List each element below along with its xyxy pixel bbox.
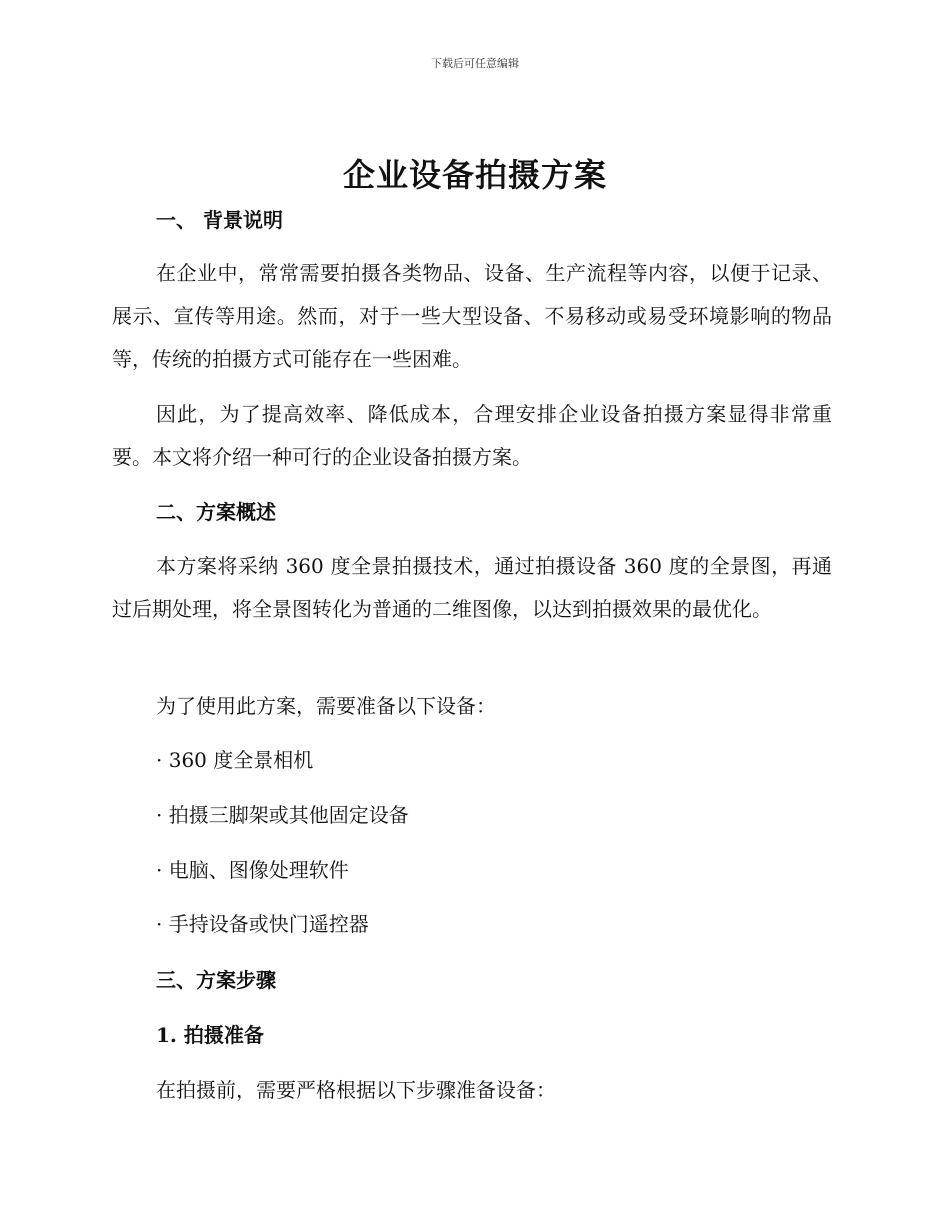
equipment-item-1-block bbox=[112, 746, 832, 774]
equipment-list-item: · 手持设备或快门遥控器 bbox=[156, 912, 369, 936]
header-note: 下载后可任意编辑 bbox=[431, 57, 519, 70]
background-paragraph-2: 因此，为了提高效率、降低成本，合理安排企业设备拍摄方案显得非常重要。本文将介绍一种可行的企业设备拍摄方案。 bbox=[112, 402, 832, 469]
equipment-item-2-block bbox=[112, 801, 832, 829]
background-paragraph-1-block bbox=[112, 252, 832, 381]
section-heading-steps: 三、方案步骤 bbox=[156, 968, 276, 992]
section-background bbox=[112, 206, 832, 234]
subheading-shooting-preparation: 1. 拍摄准备 bbox=[156, 1023, 264, 1047]
document-title: 企业设备拍摄方案 bbox=[342, 156, 607, 194]
section-steps bbox=[112, 966, 832, 994]
section-heading-overview: 二、方案概述 bbox=[156, 500, 276, 524]
steps-subheading-block bbox=[112, 1021, 832, 1049]
section-overview bbox=[112, 498, 832, 526]
background-paragraph-2-block bbox=[112, 393, 832, 479]
equipment-list-item: · 360 度全景相机 bbox=[156, 748, 314, 772]
overview-paragraph-2-block bbox=[112, 692, 832, 720]
equipment-list-item: · 拍摄三脚架或其他固定设备 bbox=[156, 803, 409, 827]
equipment-item-4-block bbox=[112, 910, 832, 938]
equipment-item-3-block bbox=[112, 856, 832, 884]
background-paragraph-1: 在企业中，常常需要拍摄各类物品、设备、生产流程等内容，以便于记录、展示、宣传等用途。然而，对于一些大型设备、不易移动或易受环境影响的物品等，传统的拍摄方式可能存在一些困难。 bbox=[112, 261, 832, 371]
steps-paragraph-1-block bbox=[112, 1076, 832, 1104]
overview-paragraph-2: 为了使用此方案，需要准备以下设备： bbox=[156, 694, 496, 718]
overview-paragraph-1: 本方案将采纳 360 度全景拍摄技术，通过拍摄设备 360 度的全景图，再通过后期处理，将全景图转化为普通的二维图像，以达到拍摄效果的最优化。 bbox=[112, 554, 832, 621]
steps-paragraph-1: 在拍摄前，需要严格根据以下步骤准备设备： bbox=[156, 1078, 556, 1102]
overview-paragraph-1-block bbox=[112, 545, 832, 631]
equipment-list-item: · 电脑、图像处理软件 bbox=[156, 858, 349, 882]
section-heading-background: 一、 背景说明 bbox=[156, 208, 283, 232]
